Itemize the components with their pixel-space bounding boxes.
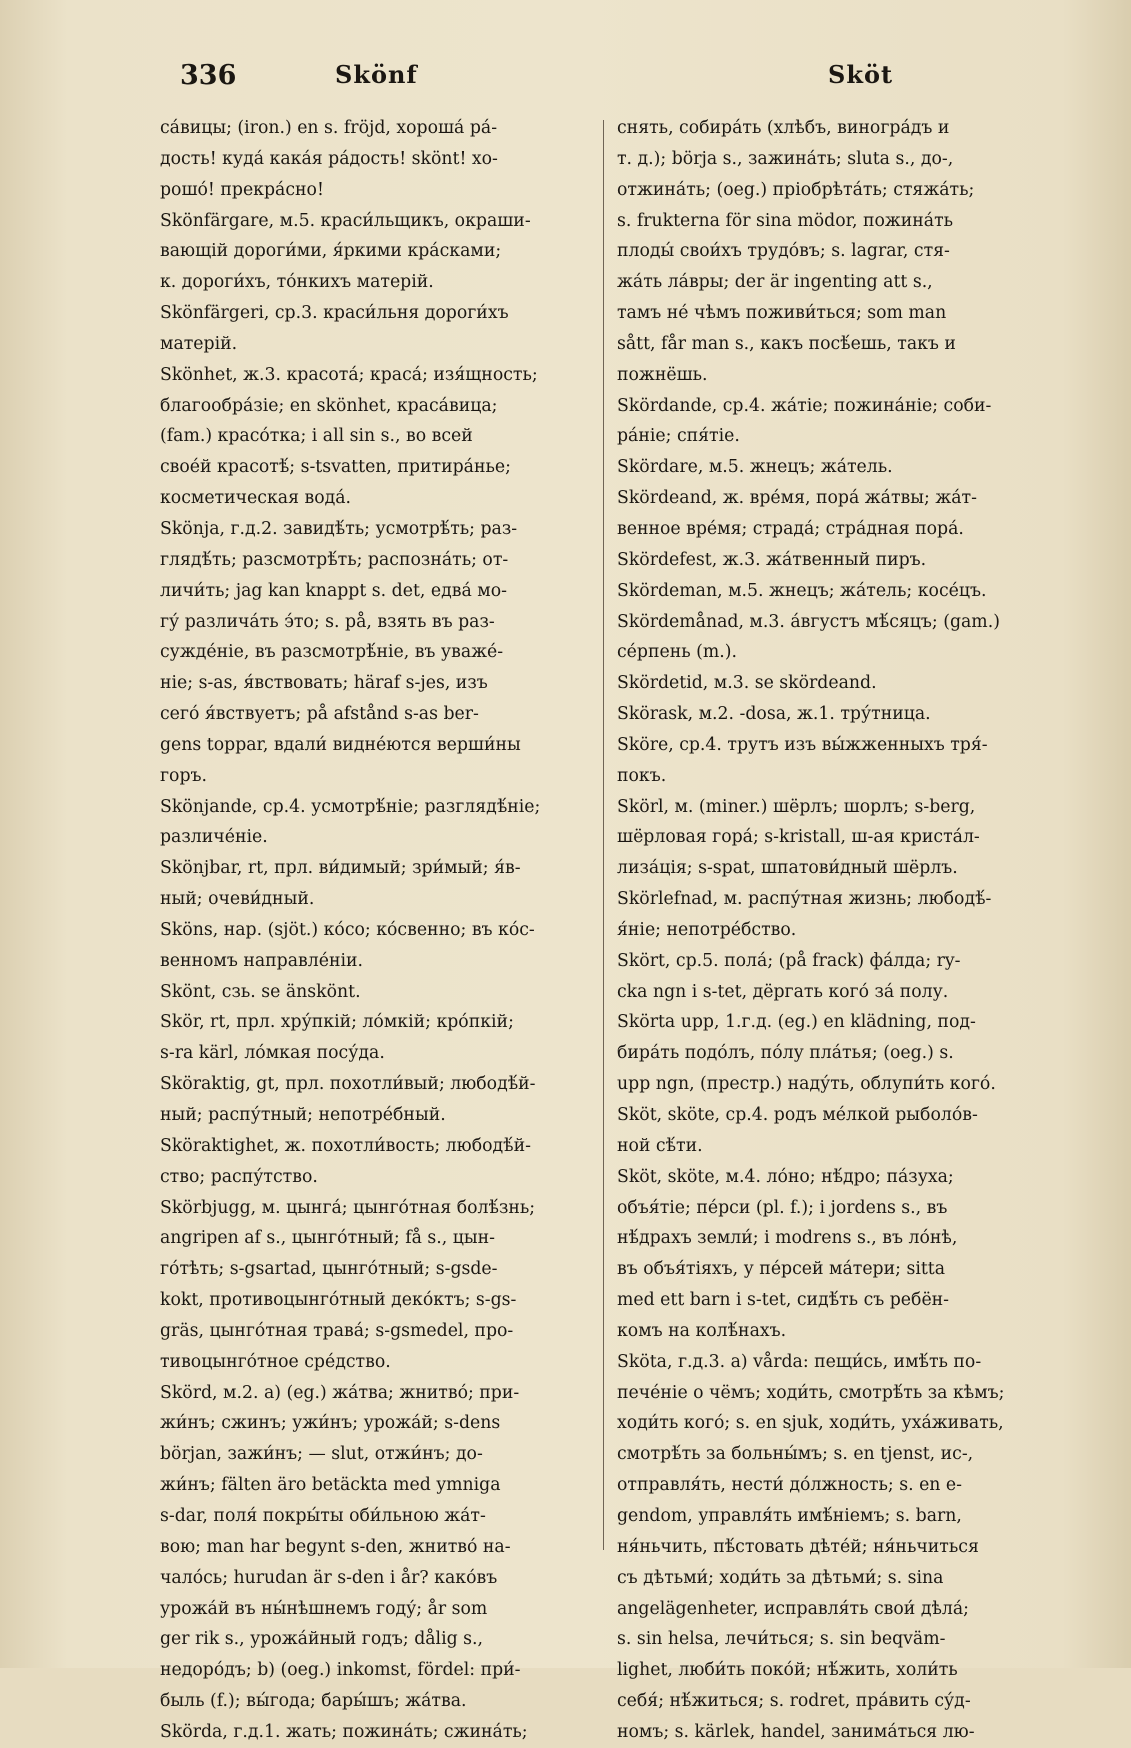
text-line: снять, собира́ть (хлѣбъ, виногра́дъ и [617, 118, 950, 138]
text-line: покъ. [617, 765, 667, 786]
text-line: гу́ различа́ть э́то; s. på, взять въ раз- [160, 611, 495, 632]
text-line: ный; очеви́дный. [160, 889, 315, 910]
text-line: Skönja, г.д.2. завидѣ́ть; усмотрѣ́ть; раз- [160, 518, 518, 539]
text-line: med ett barn i s-tet, сидѣ́ть съ ребён- [617, 1290, 950, 1311]
page-number: 336 [180, 60, 237, 91]
column-divider [603, 120, 604, 1550]
text-line: венномъ направле́ніи. [160, 950, 364, 971]
text-line: lighet, люби́ть поко́й; нѣ́жить, холи́ть [617, 1660, 958, 1681]
text-line: Skördeman, м.5. жнецъ; жа́тель; косе́цъ. [617, 580, 987, 601]
text-line: объя́тіе; пе́рси (pl. f.); i jordens s., въ [617, 1197, 948, 1218]
text-line: gens toppar, вдали́ видне́ются верши́ны [160, 734, 521, 755]
text-line: Sköns, нар. (sjöt.) ко́со; ко́свенно; въ ко́с- [160, 919, 535, 940]
text-line: Skörd, м.2. а) (eg.) жа́тва; жнитво́; при- [160, 1382, 520, 1403]
text-line: Skördefest, ж.3. жа́твенный пиръ. [617, 549, 927, 570]
text-line: cka ngn i s-tet, дёргать кого́ за́ полу. [617, 981, 949, 1002]
text-line: upp ngn, (престр.) наду́ть, облупи́ть кого́. [617, 1074, 996, 1095]
text-line: Skördetid, м.3. se skördeand. [617, 673, 877, 694]
text-line: början, зажи́нъ; — slut, отжи́нъ; до- [160, 1444, 483, 1465]
text-line: пече́ніе о чёмъ; ходи́ть, смотрѣ́ть за кѣмъ; [617, 1382, 1005, 1403]
text-line: Skört, ср.5. пола́; (på frack) фа́лда; ry- [617, 950, 961, 971]
text-line: го́тѣть; s-gsartad, цынго́тный; s-gsde- [160, 1259, 498, 1280]
text-line: благообра́зіе; en skönhet, краса́вица; [160, 395, 498, 416]
text-line: недоро́дъ; b) (oeg.) inkomst, fördel: при́- [160, 1660, 521, 1681]
text-line: ger rik s., урожа́йный годъ; dålig s., [160, 1629, 484, 1650]
text-line: Skönfärgeri, ср.3. краси́льня дороги́хъ [160, 303, 509, 324]
text-line: Sköre, ср.4. трутъ изъ вы́жженныхъ тря́- [617, 734, 988, 755]
right-column [617, 113, 1065, 1748]
text-line: урожа́й въ ны́нѣшнемъ году́; år som [160, 1598, 488, 1619]
text-line: жи́нъ; сжинъ; ужи́нъ; урожа́й; s-dens [160, 1413, 501, 1434]
text-line: ный; распу́тный; непотре́бный. [160, 1105, 446, 1125]
left-running-headword: Skönf [335, 60, 418, 89]
text-line: kokt, противоцынго́тный деко́ктъ; s-gs- [160, 1290, 517, 1311]
text-line: sått, får man s., какъ посѣ́ешь, такъ и [617, 333, 956, 354]
text-line: нѣ́драхъ земли́; i modrens s., въ ло́нѣ, [617, 1228, 958, 1249]
text-line: съ дѣтьми́; ходи́ть за дѣтьми́; s. sina [617, 1567, 944, 1588]
text-line: вающій дороги́ми, я́ркими кра́сками; [160, 241, 502, 262]
text-line: angripen af s., цынго́тный; få s., цын- [160, 1228, 496, 1249]
text-line: т. д.); börja s., зажина́ть; sluta s., до-, [617, 148, 954, 169]
text-line: (fam.) красо́тка; i all sin s., во всей [160, 426, 473, 447]
text-line: въ объя́тіяхъ, у пе́рсей ма́тери; sitta [617, 1259, 946, 1280]
text-line: Skörask, м.2. -dosa, ж.1. тру́тница. [617, 704, 931, 725]
right-running-headword: Sköt [828, 60, 894, 89]
text-line: плоды́ свои́хъ трудо́въ; s. lagrar, стя- [617, 241, 950, 262]
text-line: пожнёшь. [617, 364, 708, 385]
text-line: ра́ніе; спя́тіе. [617, 426, 740, 447]
text-line: s. frukterna för sina mödor, пожина́ть [617, 210, 954, 231]
text-line: личи́ть; jag kan knappt s. det, едва́ мо- [160, 580, 507, 601]
text-line: са́вицы; (iron.) en s. fröjd, хороша́ ра́- [160, 118, 498, 138]
text-line: различе́ніе. [160, 827, 268, 848]
text-line: Skönjbar, rt, прл. ви́димый; зри́мый; я́в- [160, 858, 521, 879]
text-line: Skönhet, ж.3. красота́; краса́; изя́щность; [160, 364, 538, 385]
text-line: венное вре́мя; страда́; стра́дная пора́. [617, 518, 964, 539]
text-line: горъ. [160, 765, 208, 786]
text-line: отжина́ть; (oeg.) пріобрѣта́ть; стяжа́ть; [617, 179, 975, 200]
text-line: Skörbjugg, м. цынга́; цынго́тная болѣ́знь; [160, 1197, 536, 1218]
text-line: ной сѣ́ти. [617, 1135, 703, 1156]
text-line: косметическая вода́. [160, 488, 352, 509]
text-line: ня́ньчить, пѣ́стовать дѣте́й; ня́ньчиться [617, 1536, 979, 1557]
text-line: чало́сь; hurudan är s-den i år? како́въ [160, 1567, 498, 1588]
text-line: Sköraktighet, ж. похотли́вость; любодѣ́й- [160, 1135, 531, 1156]
text-line: Skördande, ср.4. жа́тіе; пожина́ніе; соби- [617, 395, 992, 416]
text-line: смотрѣ́ть за больны́мъ; s. en tjenst, ис-, [617, 1444, 974, 1465]
text-line: ніе; s-as, я́вствовать; häraf s-jes, изъ [160, 673, 488, 694]
text-line: Sköta, г.д.3. а) vårda: пещи́сь, имѣ́ть по- [617, 1351, 982, 1372]
text-line: Skördeand, ж. вре́мя, пора́ жа́твы; жа́т- [617, 488, 977, 509]
text-line: gräs, цынго́тная трава́; s-gsmedel, про- [160, 1320, 514, 1341]
text-line: сужде́ніе, въ разсмотрѣ́ніе, въ уваже́- [160, 642, 504, 663]
text-line: Skörta upp, 1.г.д. (eg.) en klädning, под- [617, 1012, 976, 1033]
text-line: глядѣ́ть; разсмотрѣ́ть; распозна́ть; от- [160, 549, 509, 570]
text-line: се́рпень (m.). [617, 642, 737, 663]
text-line: тивоцынго́тное сре́дство. [160, 1351, 391, 1372]
text-line: к. дороги́хъ, то́нкихъ матерій. [160, 272, 434, 293]
text-line: Skördare, м.5. жнецъ; жа́тель. [617, 457, 893, 478]
text-line: себя́; нѣ́житься; s. rodret, пра́вить су́д- [617, 1691, 971, 1712]
text-line: рошо́! прекра́сно! [160, 179, 324, 200]
text-line: Skörda, г.д.1. жать; пожина́ть; сжина́ть; [160, 1721, 528, 1742]
text-line: Skönt, сзь. se änskönt. [160, 981, 361, 1002]
text-line: номъ; s. kärlek, handel, занима́ться лю- [617, 1721, 975, 1742]
left-column [160, 113, 592, 1748]
text-line: матерій. [160, 333, 238, 354]
text-line: Skördemånad, м.3. а́вгустъ мѣ́сяцъ; (gam.) [617, 611, 1000, 632]
text-line: Skör, rt, прл. хру́пкій; ло́мкій; кро́пкій; [160, 1012, 514, 1033]
text-line: свое́й красотѣ́; s-tsvatten, притира́нье; [160, 457, 511, 478]
text-line: бира́ть подо́лъ, по́лу пла́тья; (oeg.) s. [617, 1043, 954, 1064]
text-line: тамъ не́ чѣмъ поживи́ться; som man [617, 303, 947, 324]
text-line: s-dar, поля́ покры́ты оби́льною жа́т- [160, 1505, 486, 1526]
text-line: s-ra kärl, ло́мкая посу́да. [160, 1043, 385, 1064]
text-line: Skönjande, ср.4. усмотрѣ́ніе; разглядѣ́ніе; [160, 796, 541, 817]
text-line: ходи́ть кого́; s. en sjuk, ходи́ть, уха́живать, [617, 1413, 1004, 1434]
text-line: gendom, управля́ть имѣ́ніемъ; s. barn, [617, 1505, 962, 1526]
text-line: я́ніе; непотре́бство. [617, 919, 797, 940]
text-line: s. sin helsa, лечи́ться; s. sin beqväm- [617, 1629, 946, 1650]
text-line: Skönfärgare, м.5. краси́льщикъ, окраши- [160, 210, 531, 231]
text-line: Sköraktig, gt, прл. похотли́вый; любодѣ́й- [160, 1074, 536, 1095]
text-line: лиза́ція; s-spat, шпатови́дный шёрлъ. [617, 858, 958, 879]
text-line: ство; распу́тство. [160, 1166, 318, 1187]
text-line: быль (f.); вы́года; бары́шъ; жа́тва. [160, 1691, 467, 1712]
text-line: Skörl, м. (miner.) шёрлъ; шорлъ; s-berg, [617, 796, 976, 817]
text-line: дость! куда́ кака́я ра́дость! skönt! хо- [160, 148, 498, 169]
text-line: Sköt, sköte, м.4. ло́но; нѣ́дро; па́зуха; [617, 1166, 954, 1187]
text-line: жи́нъ; fälten äro betäckta med ymniga [160, 1475, 501, 1496]
text-line: вою; man har begynt s-den, жнитво́ на- [160, 1536, 511, 1557]
text-line: сего́ я́вствуетъ; på afstånd s-as ber- [160, 704, 479, 725]
text-line: отправля́ть, нести́ до́лжность; s. en e- [617, 1475, 962, 1496]
text-line: комъ на колѣ́нахъ. [617, 1320, 787, 1341]
text-line: Sköt, sköte, ср.4. родъ ме́лкой рыболо́в- [617, 1105, 978, 1125]
text-line: angelägenheter, исправля́ть свои́ дѣла́; [617, 1598, 969, 1619]
text-line: шёрловая гора́; s-kristall, ш-ая криста́л- [617, 827, 980, 848]
text-line: Skörlefnad, м. распу́тная жизнь; любодѣ́- [617, 889, 992, 910]
text-line: жа́ть ла́вры; der är ingenting att s., [617, 272, 933, 293]
